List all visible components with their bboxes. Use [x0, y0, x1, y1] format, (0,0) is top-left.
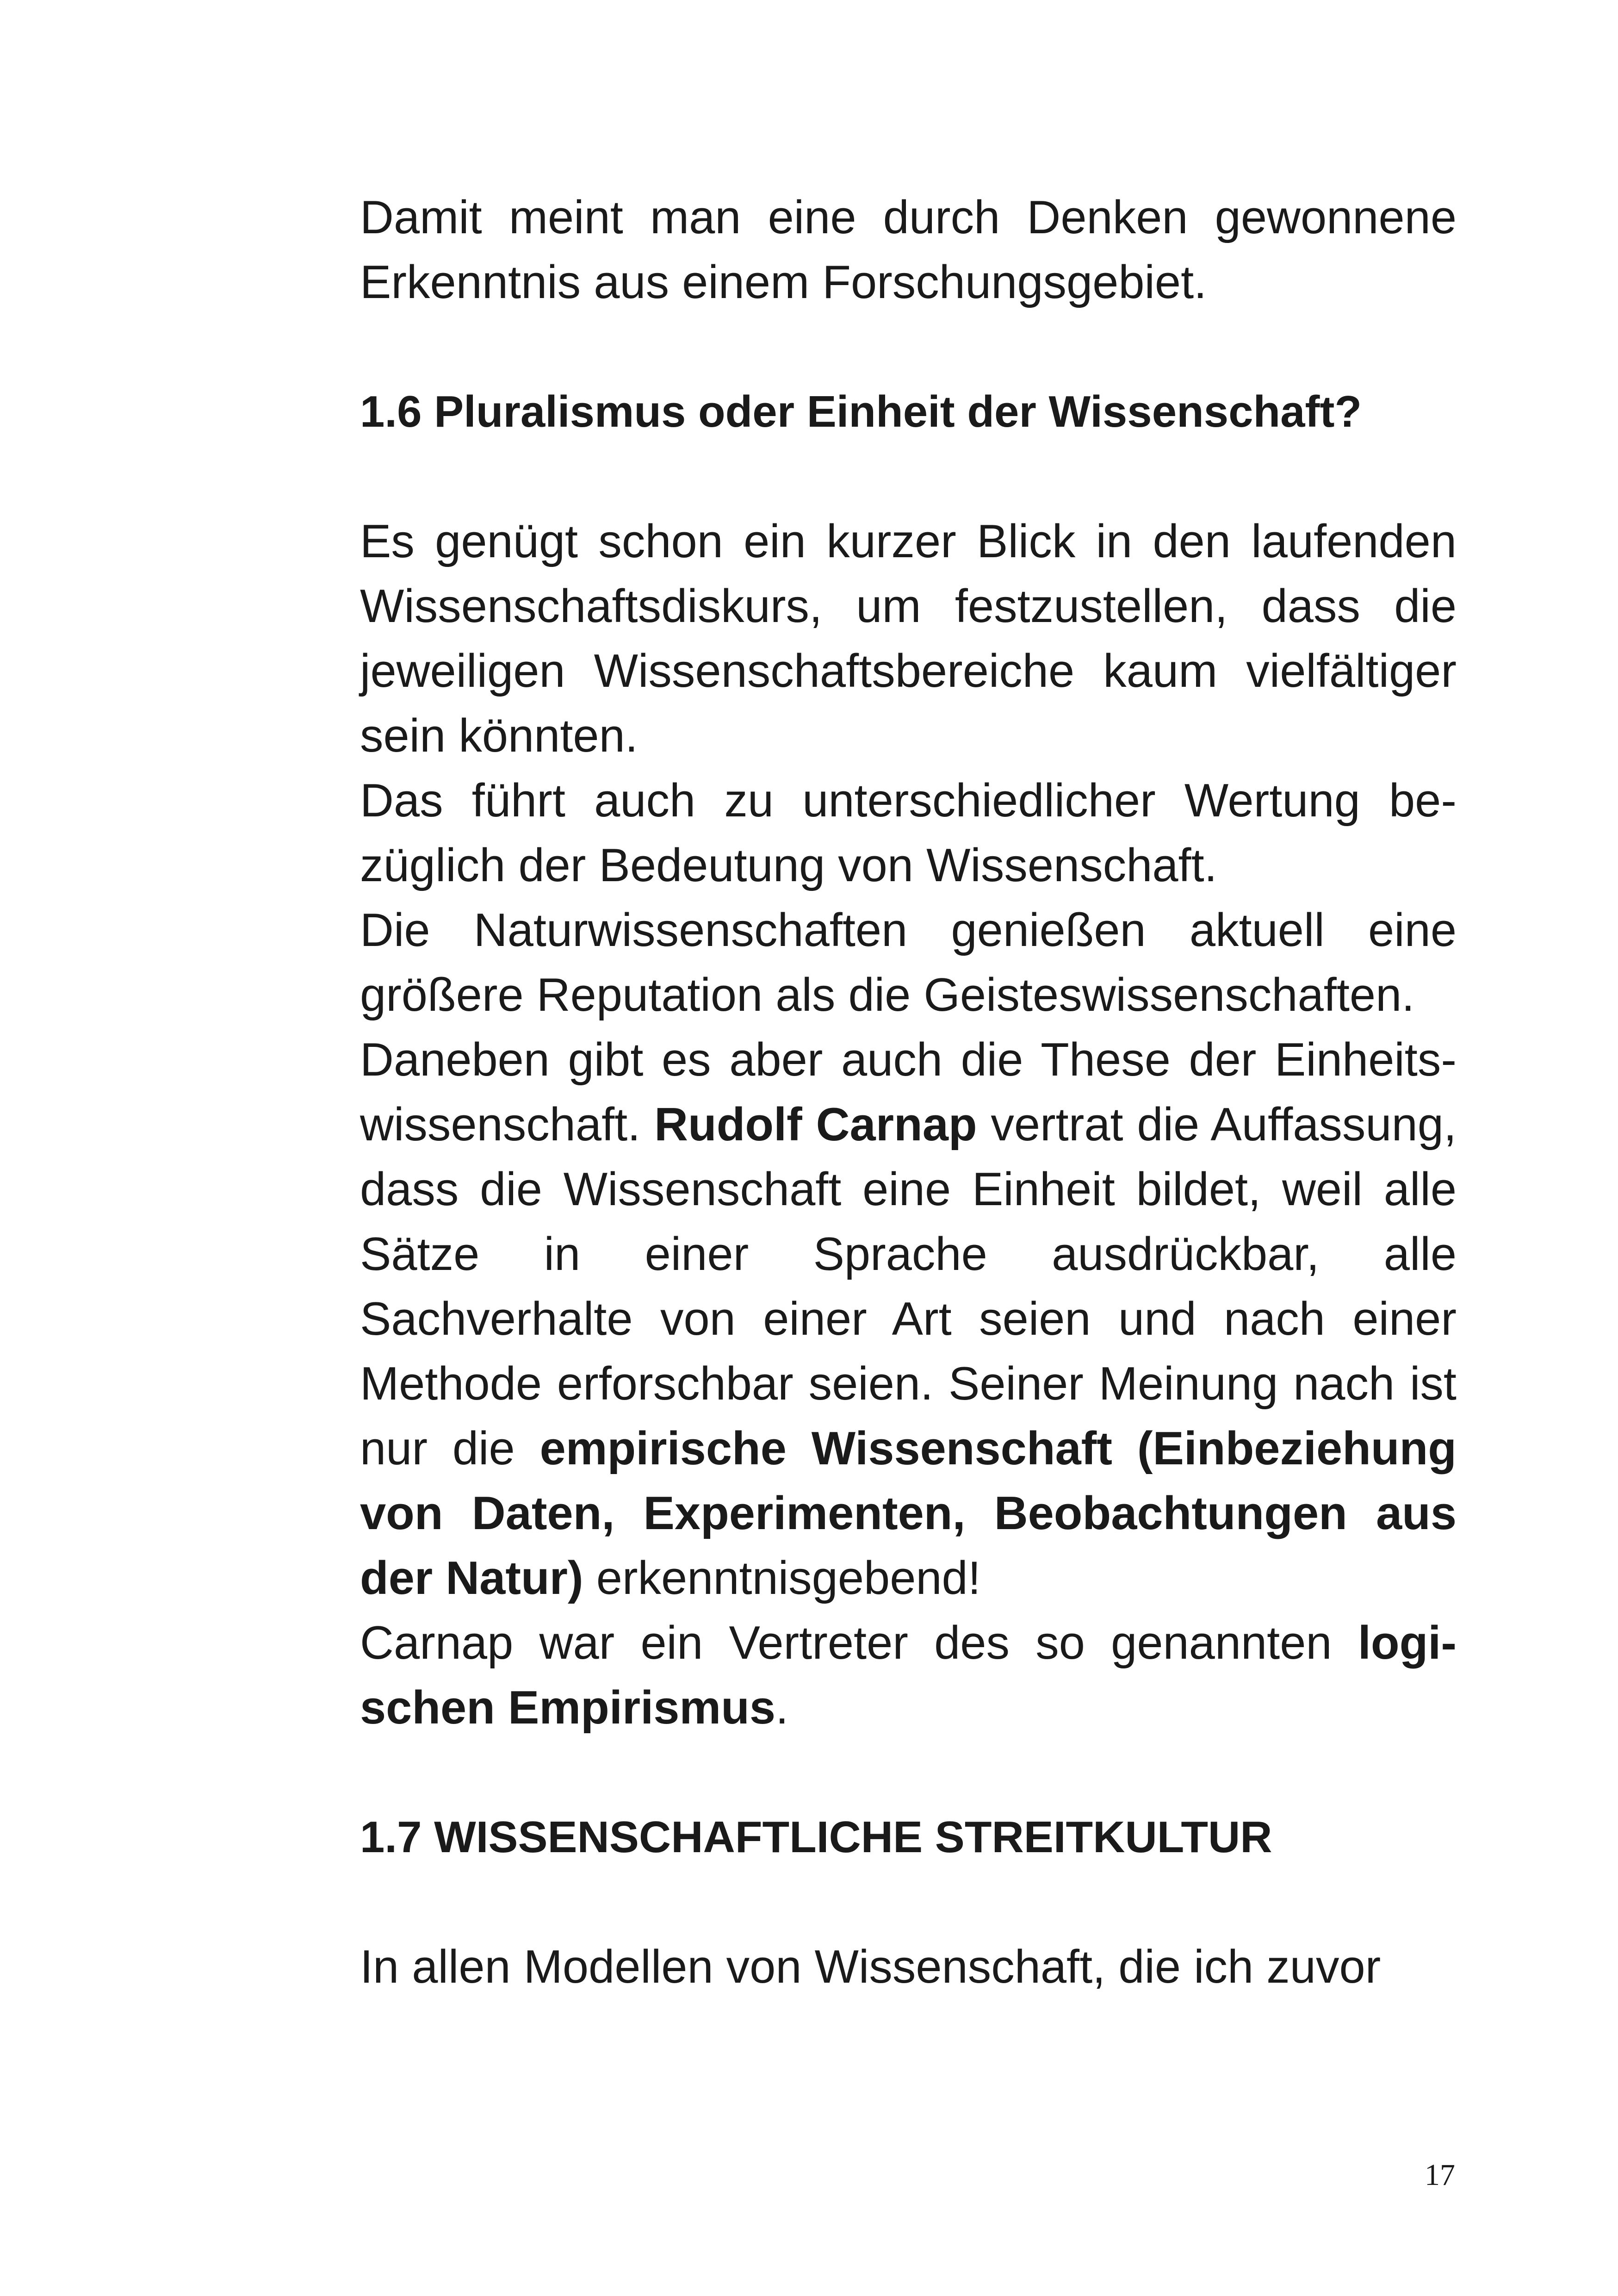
- empiricism-paragraph: [360, 1611, 1457, 1740]
- carnap-name: Rudolf Carnap: [654, 1099, 977, 1151]
- section-heading-1-7: 1.7 WISSENSCHAFTLICHE STREITKULTUR: [360, 1812, 1272, 1862]
- empiricism-bold-text: logischen Empirismus: [360, 1617, 1457, 1734]
- pluralism-paragraph-1: Es genügt schon ein kurzer Blick in den laufenden Wissenschaftsdiskurs, um festzustellen, dass die jeweiligen Wissenschaftsbereiche kaum vielfältiger sein könnten.: [360, 516, 1457, 762]
- section-heading-1-6: 1.6 Pluralismus oder Einheit der Wissenschaft?: [360, 387, 1362, 436]
- empiricism-end-text: .: [775, 1682, 789, 1734]
- empiricism-lead-text: Carnap war ein Vertreter des so genannten: [360, 1617, 1332, 1669]
- carnap-bold-text: empirische Wissenschaft (Einbeziehung von Daten, Experimenten, Beobachtungen aus der Natur): [360, 1423, 1457, 1604]
- pluralism-paragraph-2: Das führt auch zu unterschiedlicher Wertung bezüglich der Bedeutung von Wissenschaft.: [360, 775, 1457, 891]
- page-number: 17: [1425, 2158, 1455, 2192]
- carnap-paragraph: [360, 1027, 1457, 1611]
- streitkultur-paragraph: In allen Modellen von Wissenschaft, die ich zuvor: [360, 1941, 1381, 1993]
- page-body: [360, 185, 1457, 1999]
- intro-paragraph: Damit meint man eine durch Denken gewonnene Erkenntnis aus einem Forschungsgebiet.: [360, 192, 1457, 308]
- carnap-lead-text: Daneben gibt es aber auch die These der Einheitswissenschaft.: [360, 1034, 1457, 1151]
- carnap-middle-text: vertrat die Auffassung, dass die Wissenschaft eine Einheit bildet, weil alle Sätze in einer Sprache ausdrückbar, alle Sachverhalte von einer Art seien und nach einer Methode erforschbar seien. Seiner Meinung nach ist nur die: [360, 1099, 1457, 1475]
- carnap-end-text: erkenntnisgebend!: [596, 1552, 981, 1604]
- pluralism-paragraph-3: Die Naturwissenschaften genießen aktuell eine größere Reputation als die Geisteswissenschaften.: [360, 904, 1457, 1021]
